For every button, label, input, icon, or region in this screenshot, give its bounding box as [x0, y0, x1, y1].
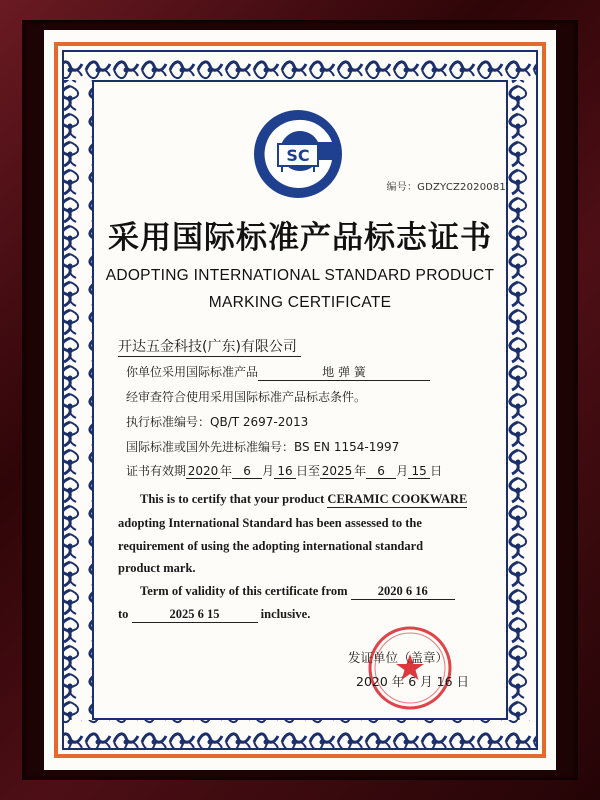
review-line: 经审查符合使用采用国际标准产品标志条件。 [126, 390, 367, 404]
english-term-line: Term of validity of this certificate from 2020 6 16 [140, 584, 455, 600]
english-line-1: This is to certify that your product CERAMIC COOKWARE [140, 492, 468, 506]
issue-date: 2020 年 6 月 16 日 [356, 674, 470, 689]
english-line-3: requirement of using the adopting international standard [118, 539, 424, 553]
english-line-2: adopting International Standard has been assessed to the [118, 516, 422, 530]
official-red-seal [366, 624, 454, 712]
company-name: 开达五金科技(广东)有限公司 [118, 336, 301, 357]
csc-logo [252, 108, 344, 200]
title-english: ADOPTING INTERNATIONAL STANDARD PRODUCT MARKING CERTIFICATE [105, 267, 495, 311]
english-line-4: product mark. [118, 561, 196, 575]
title-chinese: 采用国际标准产品标志证书 [108, 220, 492, 256]
product-line: 你单位采用国际标准产品 地 弹 簧 [126, 363, 430, 381]
intl-standard-line: 国际标准或国外先进标准编号：BS EN 1154-1997 [126, 440, 400, 454]
certificate-content [92, 80, 508, 720]
validity-cn-line: 证书有效期 2020 年 6 月 16 日至 2025 年 6 月 15 日 [126, 464, 443, 478]
english-to-line: to 2025 6 15 inclusive. [118, 607, 311, 621]
exec-standard-line: 执行标准编号：QB/T 2697-2013 [126, 415, 309, 429]
svg-text:SC: SC [286, 146, 310, 165]
certificate-number: 编号：GDZYCZ2020081 [386, 182, 506, 193]
issuer-label: 发证单位（盖章） [348, 650, 449, 665]
